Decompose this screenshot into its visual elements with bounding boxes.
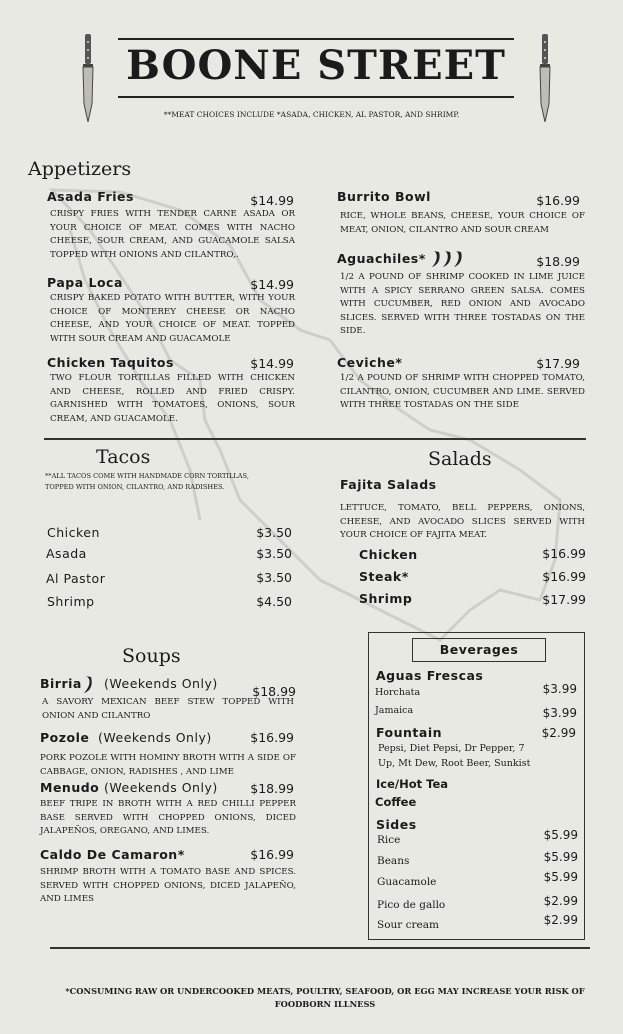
aguachiles-desc: 1/2 A POUND OF SHRIMP COOKED IN LIME JUICE WITH A SPICY SERRANO GREEN SALSA. COMES WITH CUCUMBER, RED ONION AND AVOCADO SLICES. SERVED WITH THREE TOSTADAS ON THE SIDE. xyxy=(340,272,585,336)
salad-chicken-price: $16.99 xyxy=(542,546,586,561)
salad-steak-price: $16.99 xyxy=(542,569,586,584)
restaurant-title: BOONE STREET xyxy=(126,42,506,89)
soups-title: Soups xyxy=(122,645,181,667)
salad-shrimp-name: Shrimp xyxy=(359,591,413,606)
pozole-desc: PORK POZOLE WITH HOMINY BROTH WITH A SIDE OF CABBAGE, ONION, RADISHES , AND LIME xyxy=(40,753,296,777)
salad-shrimp-price: $17.99 xyxy=(542,592,586,607)
papa-loca-name: Papa Loca xyxy=(47,275,123,290)
coffee-name: Coffee xyxy=(375,795,417,809)
horchata-name: Horchata xyxy=(375,687,421,698)
menudo-price: $18.99 xyxy=(250,781,294,796)
taco-chicken-price: $3.50 xyxy=(256,525,292,540)
burrito-bowl-name: Burrito Bowl xyxy=(337,189,431,204)
salad-chicken-name: Chicken xyxy=(359,547,418,562)
ceviche-name: Ceviche* xyxy=(337,355,403,370)
taco-chicken-name: Chicken xyxy=(47,525,100,540)
chicken-taquitos-price: $14.99 xyxy=(250,356,294,371)
fountain-price: $2.99 xyxy=(541,726,576,740)
caldo-de-camaron-price: $16.99 xyxy=(250,847,294,862)
birria-name: Birria xyxy=(40,676,82,691)
ceviche-desc: 1/2 A POUND OF SHRIMP WITH CHOPPED TOMATO, CILANTRO, ONION, CUCUMBER AND LIME. SERVED WITH THREE TOSTADAS ON THE SIDE xyxy=(340,373,585,410)
knife-icon-left xyxy=(80,34,96,122)
fajita-salads-name: Fajita Salads xyxy=(340,477,437,492)
side-rice-price: $5.99 xyxy=(543,828,578,842)
food-safety-disclaimer: *CONSUMING RAW OR UNDERCOOKED MEATS, POULTRY, SEAFOOD, OR EGG MAY INCREASE YOUR RISK OF FOODBORN ILLNESS xyxy=(65,986,585,1009)
papa-loca-desc: CRISPY BAKED POTATO WITH BUTTER, WITH YOUR CHOICE OF MONTEREY CHEESE OR NACHO CHEESE, AND YOUR CHOICE OF MEAT. TOPPED WITH SOUR CREAM AND GUACAMOLE xyxy=(50,293,295,344)
fountain-list-line-1: Pepsi, Diet Pepsi, Dr Pepper, 7 xyxy=(378,743,525,754)
taco-asada-price: $3.50 xyxy=(256,546,292,561)
aguachiles-name: Aguachiles* xyxy=(337,251,426,266)
birria-desc: A SAVORY MEXICAN BEEF STEW TOPPED WITH ONION AND CILANTRO xyxy=(42,697,294,721)
side-beans-price: $5.99 xyxy=(543,850,578,864)
menudo-tag: (Weekends Only) xyxy=(104,780,218,795)
side-sour-cream-name: Sour cream xyxy=(377,919,439,931)
asada-fries-price: $14.99 xyxy=(250,193,294,208)
asada-fries-desc: CRISPY FRIES WITH TENDER CARNE ASADA OR YOUR CHOICE OF MEAT. COMES WITH NACHO CHEESE, SOUR CREAM, AND GUACAMOLE SALSA TOPPED WITH ONIONS AND CILANTRO,. xyxy=(50,209,295,260)
taco-asada-name: Asada xyxy=(46,546,87,561)
appetizers-title: Appetizers xyxy=(28,158,132,180)
salads-title: Salads xyxy=(428,448,492,470)
ceviche-price: $17.99 xyxy=(536,356,580,371)
side-pico-de-gallo-name: Pico de gallo xyxy=(377,899,446,911)
side-rice-name: Rice xyxy=(377,834,401,846)
meat-choices-note: **MEAT CHOICES INCLUDE *ASADA, CHICKEN, AL PASTOR, AND SHRIMP. xyxy=(163,110,460,119)
pepper-icon-triple xyxy=(430,249,464,269)
ice-hot-tea-name: Ice/Hot Tea xyxy=(376,777,448,791)
footer-divider xyxy=(50,947,590,949)
caldo-de-camaron-desc: SHRIMP BROTH WITH A TOMATO BASE AND SPICES. SERVED WITH CHOPPED ONIONS, DICED JALAPEÑO, AND LIMES xyxy=(40,867,296,904)
aguachiles-price: $18.99 xyxy=(536,254,580,269)
pozole-name: Pozole xyxy=(40,730,90,745)
tacos-title: Tacos xyxy=(96,446,151,468)
chicken-taquitos-name: Chicken Taquitos xyxy=(47,355,174,370)
fountain-title: Fountain xyxy=(376,725,443,740)
pepper-icon xyxy=(81,674,93,694)
papa-loca-price: $14.99 xyxy=(250,277,294,292)
fajita-salads-desc: LETTUCE, TOMATO, BELL PEPPERS, ONIONS, CHEESE, AND AVOCADO SLICES SERVED WITH YOUR CHOICE OF FAJITA MEAT. xyxy=(340,503,585,540)
tacos-note: **ALL TACOS COME WITH HANDMADE CORN TORTILLAS, TOPPED WITH ONION, CILANTRO, AND RADISHES. xyxy=(45,472,249,491)
pozole-tag: (Weekends Only) xyxy=(98,730,212,745)
birria-price: $18.99 xyxy=(252,684,296,699)
side-guacamole-price: $5.99 xyxy=(543,870,578,884)
horchata-price: $3.99 xyxy=(542,682,577,696)
taco-al-pastor-price: $3.50 xyxy=(256,570,292,585)
birria-tag: (Weekends Only) xyxy=(104,676,218,691)
burrito-bowl-desc: RICE, WHOLE BEANS, CHEESE, YOUR CHOICE OF MEAT, ONION, CILANTRO AND SOUR CREAM xyxy=(340,211,585,235)
jamaica-name: Jamaica xyxy=(375,705,414,716)
beverages-title: Beverages xyxy=(412,638,546,662)
pozole-price: $16.99 xyxy=(250,730,294,745)
knife-icon-right xyxy=(537,34,553,122)
taco-al-pastor-name: Al Pastor xyxy=(46,571,106,586)
jamaica-price: $3.99 xyxy=(542,706,577,720)
taco-shrimp-price: $4.50 xyxy=(256,594,292,609)
taco-shrimp-name: Shrimp xyxy=(47,594,95,609)
salad-steak-name: Steak* xyxy=(359,569,409,584)
caldo-de-camaron-name: Caldo De Camaron* xyxy=(40,847,185,862)
side-beans-name: Beans xyxy=(377,855,410,867)
header-bottom-rule xyxy=(118,96,514,98)
fountain-list-line-2: Up, Mt Dew, Root Beer, Sunkist xyxy=(378,758,531,769)
header-top-rule xyxy=(118,38,514,40)
appetizers-divider xyxy=(44,438,586,440)
chicken-taquitos-desc: TWO FLOUR TORTILLAS FILLED WITH CHICKEN AND CHEESE, ROLLED AND FRIED CRISPY. GARNISHED WITH TOMATOES, ONIONS, SOUR CREAM, AND GUACAMOLE. xyxy=(50,373,295,424)
side-pico-de-gallo-price: $2.99 xyxy=(543,894,578,908)
side-guacamole-name: Guacamole xyxy=(377,876,437,888)
side-sour-cream-price: $2.99 xyxy=(543,913,578,927)
menudo-name: Menudo xyxy=(40,780,100,795)
burrito-bowl-price: $16.99 xyxy=(536,193,580,208)
sides-title: Sides xyxy=(376,817,417,832)
asada-fries-name: Asada Fries xyxy=(47,189,134,204)
menudo-desc: BEEF TRIPE IN BROTH WITH A RED CHILLI PEPPER BASE SERVED WITH CHOPPED ONIONS, DICED JALAPEÑOS, OREGANO, AND LIMES. xyxy=(40,799,296,836)
aguas-frescas-title: Aguas Frescas xyxy=(376,668,484,683)
